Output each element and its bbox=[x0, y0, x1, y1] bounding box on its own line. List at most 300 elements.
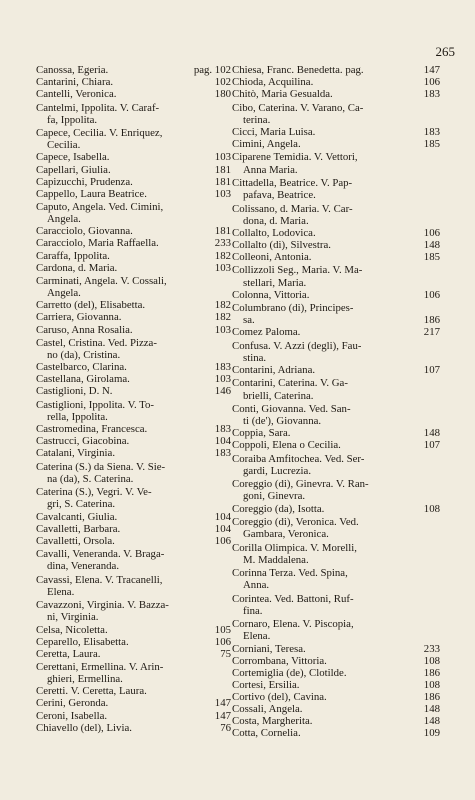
entry-line bbox=[36, 486, 231, 498]
entry-text: Castiglioni, D. N. bbox=[36, 385, 113, 398]
entry-page-ref: 182 bbox=[214, 299, 231, 312]
entry-text: Conti, Giovanna. Ved. San- bbox=[232, 403, 351, 416]
index-entry bbox=[232, 302, 440, 326]
entry-line bbox=[36, 337, 231, 349]
index-entry bbox=[36, 523, 231, 535]
entry-text: Chitò, Maria Gesualda. bbox=[232, 88, 333, 101]
entry-page-ref: 183 bbox=[214, 423, 231, 436]
entry-line bbox=[36, 447, 231, 459]
entry-line bbox=[232, 203, 440, 215]
entry-text: Caputo, Angela. Ved. Cimini, bbox=[36, 201, 164, 214]
entry-line bbox=[232, 643, 440, 655]
index-entry bbox=[232, 478, 440, 502]
entry-page-ref: 147 bbox=[214, 697, 231, 710]
index-entry bbox=[232, 126, 440, 138]
entry-text: Cortivo (del), Cavina. bbox=[232, 690, 327, 703]
entry-line bbox=[36, 102, 231, 114]
index-entry bbox=[36, 648, 231, 660]
index-entry bbox=[232, 567, 440, 591]
entry-continuation-line bbox=[232, 630, 440, 642]
entry-line bbox=[232, 593, 440, 605]
entry-line bbox=[232, 703, 440, 715]
entry-line bbox=[232, 76, 440, 88]
index-entry bbox=[36, 486, 231, 510]
entry-text: Ceroni, Isabella. bbox=[36, 709, 108, 722]
entry-line bbox=[232, 453, 440, 465]
entry-page-ref: 108 bbox=[423, 678, 440, 691]
entry-text: Costa, Margherita. bbox=[232, 715, 313, 728]
entry-text: Colleoni, Antonia. bbox=[232, 250, 312, 263]
entry-text: Comez Paloma. bbox=[232, 326, 301, 339]
entry-line bbox=[36, 237, 231, 249]
index-entry bbox=[36, 164, 231, 176]
entry-page-ref: 76 bbox=[220, 721, 231, 734]
entry-continuation: goni, Ginevra. bbox=[243, 490, 306, 503]
entry-continuation-line bbox=[232, 189, 440, 201]
index-entry bbox=[36, 176, 231, 188]
entry-continuation-line bbox=[36, 114, 231, 126]
entry-line bbox=[36, 574, 231, 586]
entry-line bbox=[36, 176, 231, 188]
entry-line bbox=[232, 177, 440, 189]
entry-continuation-line bbox=[232, 164, 440, 176]
index-entry bbox=[232, 340, 440, 364]
entry-text: Cantelli, Veronica. bbox=[36, 88, 117, 101]
entry-line bbox=[36, 201, 231, 213]
entry-page-ref: 106 bbox=[214, 534, 231, 547]
entry-line bbox=[36, 661, 231, 673]
entry-page-ref: 182 bbox=[214, 249, 231, 262]
entry-page-ref: 185 bbox=[423, 137, 440, 150]
entry-line bbox=[232, 138, 440, 150]
entry-text: Castellana, Girolama. bbox=[36, 373, 130, 386]
entry-page-ref: 182 bbox=[214, 311, 231, 324]
entry-line bbox=[36, 225, 231, 237]
entry-text: Cibo, Caterina. V. Varano, Ca- bbox=[232, 101, 364, 114]
entry-line bbox=[232, 679, 440, 691]
entry-continuation: ni, Virginia. bbox=[47, 611, 99, 624]
entry-continuation: brielli, Caterina. bbox=[243, 389, 314, 402]
entry-line bbox=[36, 64, 231, 76]
entry-continuation: gardi, Lucrezia. bbox=[243, 464, 312, 477]
index-entry bbox=[232, 64, 440, 76]
entry-line bbox=[36, 127, 231, 139]
entry-line bbox=[36, 250, 231, 262]
entry-text: Ceparello, Elisabetta. bbox=[36, 635, 129, 648]
entry-line bbox=[36, 262, 231, 274]
entry-continuation-line bbox=[36, 411, 231, 423]
entry-line bbox=[232, 655, 440, 667]
index-entry bbox=[36, 461, 231, 485]
entry-line bbox=[232, 102, 440, 114]
entry-page-ref: 108 bbox=[423, 654, 440, 667]
index-entry bbox=[36, 64, 231, 76]
index-entry bbox=[36, 262, 231, 274]
page-number: 265 bbox=[435, 44, 455, 59]
entry-page-ref: 148 bbox=[423, 238, 440, 251]
entry-page-ref: 183 bbox=[423, 88, 440, 101]
entry-line bbox=[232, 691, 440, 703]
entry-line bbox=[36, 385, 231, 397]
entry-page-ref: 147 bbox=[214, 709, 231, 722]
entry-page-ref: 148 bbox=[423, 703, 440, 716]
entry-line bbox=[36, 164, 231, 176]
entry-text: Cavazzoni, Virginia. V. Bazza- bbox=[36, 599, 169, 612]
index-entry bbox=[36, 423, 231, 435]
index-entry bbox=[232, 203, 440, 227]
entry-line bbox=[232, 289, 440, 301]
entry-text: Celsa, Nicoletta. bbox=[36, 623, 108, 636]
entry-continuation-line bbox=[36, 586, 231, 598]
entry-line bbox=[232, 239, 440, 251]
entry-continuation: Angela. bbox=[47, 213, 81, 226]
entry-text: Canossa, Egeria. bbox=[36, 64, 109, 76]
entry-line bbox=[232, 364, 440, 376]
index-entry bbox=[36, 722, 231, 734]
entry-line bbox=[232, 326, 440, 338]
entry-page-ref: 107 bbox=[423, 439, 440, 452]
entry-page-ref: 183 bbox=[423, 125, 440, 138]
index-entry bbox=[36, 574, 231, 598]
entry-text: Cavalli, Veneranda. V. Braga- bbox=[36, 548, 165, 561]
entry-page-ref: pag. 102 bbox=[193, 64, 231, 76]
index-entry bbox=[232, 703, 440, 715]
entry-page-ref: 104 bbox=[214, 522, 231, 535]
entry-text: Chiesa, Franc. Benedetta. pag. bbox=[232, 64, 364, 76]
entry-line bbox=[232, 503, 440, 515]
entry-page-ref: 108 bbox=[423, 502, 440, 515]
entry-line bbox=[36, 88, 231, 100]
index-entry bbox=[232, 516, 440, 540]
entry-line bbox=[36, 697, 231, 709]
entry-line bbox=[36, 535, 231, 547]
entry-page-ref: 186 bbox=[423, 314, 440, 327]
entry-continuation-line bbox=[36, 611, 231, 623]
entry-line bbox=[232, 478, 440, 490]
entry-text: Capece, Cecilia. V. Enriquez, bbox=[36, 127, 163, 140]
index-entry bbox=[36, 225, 231, 237]
entry-text: Cantarini, Chiara. bbox=[36, 76, 114, 89]
index-entry bbox=[36, 188, 231, 200]
index-entry bbox=[36, 599, 231, 623]
entry-continuation-line bbox=[232, 554, 440, 566]
index-entry bbox=[232, 679, 440, 691]
entry-page-ref: 180 bbox=[214, 88, 231, 101]
entry-continuation: Anna. bbox=[243, 579, 270, 592]
entry-continuation-line bbox=[232, 528, 440, 540]
entry-page-ref: 181 bbox=[214, 163, 231, 176]
index-entry bbox=[36, 250, 231, 262]
entry-continuation-line bbox=[232, 579, 440, 591]
entry-continuation: stellari, Maria. bbox=[243, 276, 307, 289]
entry-line bbox=[232, 264, 440, 276]
entry-text: Castiglioni, Ippolita. V. To- bbox=[36, 398, 155, 411]
entry-line bbox=[36, 361, 231, 373]
index-entry bbox=[36, 685, 231, 697]
entry-page-ref: 233 bbox=[214, 237, 231, 250]
entry-continuation: gri, S. Caterina. bbox=[47, 498, 116, 511]
index-entry bbox=[36, 511, 231, 523]
entry-text: Confusa. V. Azzi (degli), Fau- bbox=[232, 339, 362, 352]
entry-page-ref: 75 bbox=[220, 647, 231, 660]
entry-page-ref: 183 bbox=[214, 361, 231, 374]
index-entry bbox=[36, 661, 231, 685]
entry-line bbox=[36, 275, 231, 287]
entry-text: Colonna, Vittoria. bbox=[232, 288, 310, 301]
entry-line bbox=[232, 715, 440, 727]
entry-line bbox=[232, 427, 440, 439]
entry-text: Corilla Olimpica. V. Morelli, bbox=[232, 541, 357, 554]
index-entry bbox=[232, 151, 440, 175]
entry-page-ref: 233 bbox=[423, 642, 440, 655]
index-entry bbox=[232, 177, 440, 201]
entry-text: Coreggio (da), Isotta. bbox=[232, 502, 325, 515]
entry-text: Corintea. Ved. Battoni, Ruf- bbox=[232, 592, 354, 605]
entry-line bbox=[36, 648, 231, 660]
index-entry bbox=[36, 636, 231, 648]
entry-continuation-line bbox=[232, 465, 440, 477]
entry-text: Caracciolo, Maria Raffaella. bbox=[36, 237, 159, 250]
entry-line bbox=[36, 423, 231, 435]
entry-continuation-line bbox=[36, 287, 231, 299]
entry-line bbox=[232, 727, 440, 739]
index-entry bbox=[232, 88, 440, 100]
entry-continuation: rella, Ippolita. bbox=[47, 410, 108, 423]
entry-page-ref: 107 bbox=[423, 363, 440, 376]
entry-continuation-line bbox=[232, 490, 440, 502]
entry-line bbox=[36, 523, 231, 535]
entry-text: Ceretta, Laura. bbox=[36, 647, 101, 660]
index-entry bbox=[232, 503, 440, 515]
entry-line bbox=[232, 516, 440, 528]
index-entry bbox=[232, 264, 440, 288]
index-entry bbox=[36, 151, 231, 163]
entry-continuation: fa, Ippolita. bbox=[47, 113, 98, 126]
index-entry bbox=[36, 548, 231, 572]
entry-text: Cossali, Angela. bbox=[232, 703, 303, 716]
entry-page-ref: 109 bbox=[423, 727, 440, 740]
entry-text: Cicci, Maria Luisa. bbox=[232, 125, 316, 138]
entry-line bbox=[232, 64, 440, 76]
entry-line bbox=[232, 542, 440, 554]
entry-text: Cappello, Laura Beatrice. bbox=[36, 187, 147, 200]
index-entry bbox=[232, 251, 440, 263]
entry-line bbox=[36, 548, 231, 560]
entry-page-ref: 185 bbox=[423, 250, 440, 263]
entry-text: Contarini, Caterina. V. Ga- bbox=[232, 377, 348, 390]
entry-continuation-line bbox=[36, 673, 231, 685]
entry-page-ref: 186 bbox=[423, 666, 440, 679]
entry-line bbox=[36, 685, 231, 697]
index-entry bbox=[36, 385, 231, 397]
entry-continuation: Elena. bbox=[47, 585, 75, 598]
entry-line bbox=[232, 567, 440, 579]
entry-text: Collalto, Lodovica. bbox=[232, 226, 316, 239]
entry-page-ref: 106 bbox=[423, 76, 440, 89]
entry-continuation: terina. bbox=[243, 113, 271, 126]
entry-text: Contarini, Adriana. bbox=[232, 363, 316, 376]
entry-text: Carriera, Giovanna. bbox=[36, 311, 122, 324]
index-entry bbox=[232, 453, 440, 477]
index-entry bbox=[36, 201, 231, 225]
index-entry bbox=[36, 361, 231, 373]
index-entry bbox=[232, 667, 440, 679]
entry-text: Caruso, Anna Rosalia. bbox=[36, 323, 133, 336]
entry-page-ref: 146 bbox=[214, 385, 231, 398]
entry-line bbox=[232, 302, 440, 314]
index-entry bbox=[36, 399, 231, 423]
entry-line bbox=[36, 599, 231, 611]
entry-continuation-line bbox=[232, 352, 440, 364]
entry-text: Colissano, d. Maria. V. Car- bbox=[232, 202, 353, 215]
entry-text: Cimini, Angela. bbox=[232, 137, 301, 150]
index-entry bbox=[36, 337, 231, 361]
index-entry bbox=[232, 439, 440, 451]
entry-text: Caracciolo, Giovanna. bbox=[36, 225, 133, 238]
entry-page-ref: 102 bbox=[214, 76, 231, 89]
index-entry bbox=[232, 715, 440, 727]
entry-line bbox=[232, 403, 440, 415]
entry-text: Collalto (di), Silvestra. bbox=[232, 238, 331, 251]
index-column-left bbox=[36, 64, 231, 734]
entry-text: Cornaro, Elena. V. Piscopia, bbox=[232, 618, 354, 631]
entry-continuation: dona, d. Maria. bbox=[243, 214, 309, 227]
entry-text: Catalani, Virginia. bbox=[36, 447, 116, 460]
index-entry bbox=[36, 275, 231, 299]
index-entry bbox=[232, 691, 440, 703]
entry-line bbox=[36, 299, 231, 311]
entry-page-ref: 103 bbox=[214, 323, 231, 336]
entry-text: Coppia, Sara. bbox=[232, 427, 291, 440]
entry-continuation: ti (de'), Giovanna. bbox=[243, 415, 322, 428]
entry-text: Carretto (del), Elisabetta. bbox=[36, 299, 146, 312]
entry-text: Columbrano (di), Principes- bbox=[232, 302, 354, 315]
entry-page-ref: 106 bbox=[423, 226, 440, 239]
entry-line bbox=[36, 636, 231, 648]
entry-line bbox=[232, 439, 440, 451]
entry-text: Cantelmi, Ippolita. V. Caraf- bbox=[36, 101, 160, 114]
index-entry bbox=[36, 311, 231, 323]
entry-continuation: dina, Veneranda. bbox=[47, 560, 120, 573]
entry-text: Cerini, Geronda. bbox=[36, 697, 109, 710]
entry-page-ref: 217 bbox=[423, 326, 440, 339]
entry-line bbox=[36, 399, 231, 411]
entry-line bbox=[36, 188, 231, 200]
entry-continuation: Gambara, Veronica. bbox=[243, 528, 329, 541]
entry-continuation: Angela. bbox=[47, 287, 81, 300]
index-entry bbox=[36, 447, 231, 459]
entry-page-ref: 103 bbox=[214, 151, 231, 164]
index-entry bbox=[36, 102, 231, 126]
entry-text: Castelbarco, Clarina. bbox=[36, 361, 127, 374]
entry-continuation: stina. bbox=[243, 351, 267, 364]
index-entry bbox=[232, 377, 440, 401]
entry-text: Cavalletti, Orsola. bbox=[36, 534, 115, 547]
entry-line bbox=[36, 624, 231, 636]
index-entry bbox=[36, 237, 231, 249]
entry-line bbox=[232, 618, 440, 630]
entry-page-ref: 105 bbox=[214, 623, 231, 636]
entry-continuation: pafava, Beatrice. bbox=[243, 189, 316, 202]
entry-continuation: Anna Maria. bbox=[243, 163, 298, 176]
entry-text: Ciparene Temidia. V. Vettori, bbox=[232, 151, 358, 164]
entry-text: Cavassi, Elena. V. Tracanelli, bbox=[36, 573, 163, 586]
entry-text: Cortesi, Ersilia. bbox=[232, 678, 300, 691]
entry-page-ref: 103 bbox=[214, 373, 231, 386]
index-entry bbox=[36, 710, 231, 722]
index-entry bbox=[232, 542, 440, 566]
index-entry bbox=[232, 655, 440, 667]
entry-continuation-line bbox=[232, 390, 440, 402]
entry-text: Caterina (S.), Vegri. V. Ve- bbox=[36, 486, 152, 499]
index-entry bbox=[232, 618, 440, 642]
entry-text: Collizzoli Seg., Maria. V. Ma- bbox=[232, 264, 363, 277]
index-entry bbox=[36, 535, 231, 547]
entry-line bbox=[36, 324, 231, 336]
entry-text: Cotta, Cornelia. bbox=[232, 727, 301, 740]
entry-line bbox=[232, 251, 440, 263]
index-entry bbox=[232, 427, 440, 439]
entry-continuation-line bbox=[232, 114, 440, 126]
entry-continuation-line bbox=[232, 215, 440, 227]
index-entry bbox=[232, 643, 440, 655]
entry-text: Capizucchi, Prudenza. bbox=[36, 175, 133, 188]
entry-line bbox=[232, 88, 440, 100]
entry-page-ref: 103 bbox=[214, 187, 231, 200]
entry-text: Caterina (S.) da Siena. V. Sie- bbox=[36, 460, 166, 473]
entry-page-ref: 148 bbox=[423, 715, 440, 728]
entry-page-ref: 148 bbox=[423, 427, 440, 440]
index-column-right bbox=[232, 64, 440, 739]
index-entry bbox=[232, 403, 440, 427]
entry-continuation: no (da), Cristina. bbox=[47, 349, 121, 362]
entry-text: Cittadella, Beatrice. V. Pap- bbox=[232, 177, 353, 190]
entry-text: Cavalcanti, Giulia. bbox=[36, 510, 118, 523]
entry-text: Chiavello (del), Livia. bbox=[36, 721, 132, 734]
entry-page-ref: 106 bbox=[423, 288, 440, 301]
index-entry bbox=[232, 138, 440, 150]
index-entry bbox=[232, 593, 440, 617]
entry-line bbox=[36, 511, 231, 523]
entry-page-ref: 181 bbox=[214, 225, 231, 238]
entry-text: Cardona, d. Maria. bbox=[36, 261, 118, 274]
entry-page-ref: 104 bbox=[214, 435, 231, 448]
entry-continuation-line bbox=[36, 139, 231, 151]
entry-page-ref: 103 bbox=[214, 261, 231, 274]
entry-text: Cerettani, Ermellina. V. Arin- bbox=[36, 661, 164, 674]
entry-continuation: ghieri, Ermellina. bbox=[47, 673, 123, 686]
index-entry bbox=[232, 727, 440, 739]
entry-text: Castromedina, Francesca. bbox=[36, 423, 148, 436]
index-entry bbox=[232, 289, 440, 301]
index-entry bbox=[232, 239, 440, 251]
index-entry bbox=[232, 102, 440, 126]
entry-text: Capece, Isabella. bbox=[36, 151, 110, 164]
entry-line bbox=[36, 710, 231, 722]
entry-line bbox=[36, 722, 231, 734]
entry-continuation-line bbox=[232, 605, 440, 617]
entry-text: Coreggio (di), Ginevra. V. Ran- bbox=[232, 478, 369, 491]
entry-continuation-line bbox=[36, 473, 231, 485]
entry-continuation: sa. bbox=[243, 314, 255, 327]
entry-line bbox=[36, 373, 231, 385]
entry-line bbox=[36, 151, 231, 163]
entry-text: Castel, Cristina. Ved. Pizza- bbox=[36, 337, 157, 350]
entry-text: Corinna Terza. Ved. Spina, bbox=[232, 567, 348, 580]
entry-text: Caraffa, Ippolita. bbox=[36, 249, 110, 262]
entry-page-ref: 106 bbox=[214, 635, 231, 648]
entry-line bbox=[232, 377, 440, 389]
